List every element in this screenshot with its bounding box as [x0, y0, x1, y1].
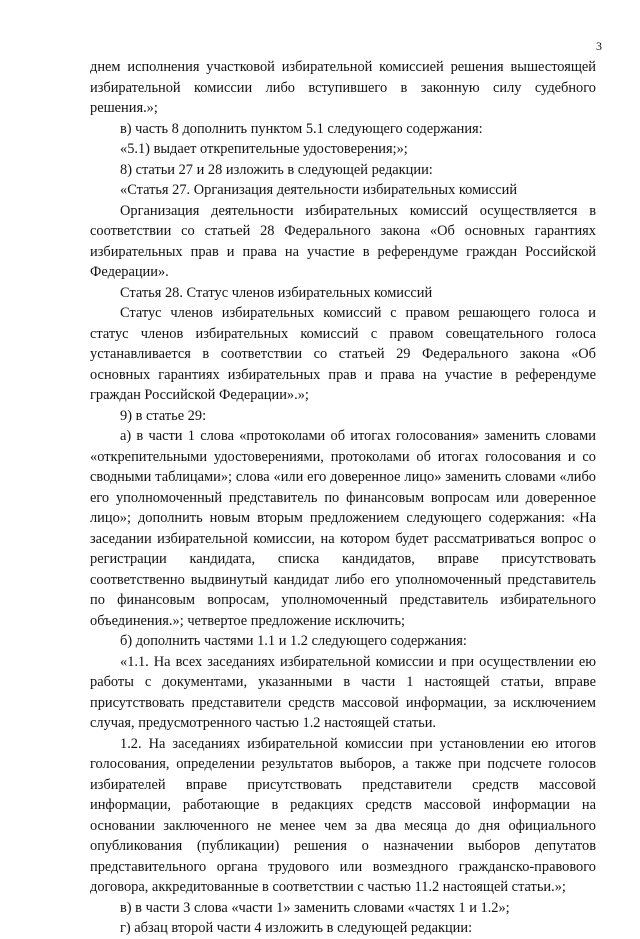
paragraph: днем исполнения участковой избирательной комиссией решения вышестоящей избирательной комиссии либо вступившего в законную силу судебного решения.»;: [90, 59, 596, 116]
paragraph: Организация деятельности избирательных комиссий осуществляется в соответствии со статьей 28 Федерального закона «Об основных гарантиях избирательных прав и права на участие в референдуме граждан Российской Федерации».: [90, 202, 596, 280]
paragraph: г) абзац второй части 4 изложить в следующей редакции:: [120, 920, 473, 936]
article-heading: Статья 28. Статус членов избирательных комиссий: [120, 284, 433, 301]
paragraph: б) дополнить частями 1.1 и 1.2 следующего содержания:: [120, 633, 467, 649]
paragraph: «5.1) выдает открепительные удостоверения;»;: [120, 141, 408, 157]
paragraph: в) в части 3 слова «части 1» заменить словами «частях 1 и 1.2»;: [120, 899, 510, 916]
paragraph: Статус членов избирательных комиссий с правом решающего голоса и статус членов избирательных комиссий с правом совещательного голоса устанавливается в соответствии со статьей 29 Федерального закона «Об основных гарантиях избирательных прав и права на участие в референдуме граждан Российской Федерации».»;: [90, 305, 596, 403]
paragraph: а) в части 1 слова «протоколами об итогах голосования» заменить словами «открепительными удостоверениями, протоколами об итогах голосования и со сводными таблицами»; слова «или его доверенное лицо» заменить словами «либо его уполномоченный представитель по финансовым вопросам или доверенное лицо»; дополнить новым вторым предложением следующего содержания: «На заседании избирательной комиссии, на котором будет рассматриваться вопрос о регистрации кандидата, списка кандидатов, вправе присутствовать соответственно выдвинутый кандидат либо его уполномоченный представитель по финансовым вопросам, уполномоченный представитель избирательного объединения.»; четвертое предложение исключить;: [90, 428, 596, 629]
paragraph: в) часть 8 дополнить пунктом 5.1 следующего содержания:: [120, 120, 483, 137]
paragraph: 1.2. На заседаниях избирательной комиссии при установлении ею итогов голосования, определении результатов выборов, а также при подсчете голосов избирателей вправе присутствовать представители средств массовой информации, работающие в редакциях средств массовой информации на основании заключенного не менее чем за два месяца до дня официального опубликования (публикации) решения о назначении выборов депутатов представительного органа трудового или возмездного гражданско-правового договора, аккредитованные в соответствии с частью 11.2 настоящей статьи.»;: [90, 735, 596, 895]
page-number: 3: [596, 39, 602, 53]
document-body: [90, 57, 596, 939]
article-heading: «Статья 27. Организация деятельности избирательных комиссий: [120, 182, 518, 198]
paragraph: 8) статьи 27 и 28 изложить в следующей редакции:: [120, 161, 433, 178]
paragraph: «1.1. На всех заседаниях избирательной комиссии и при осуществлении ею работы с документами, указанными в части 1 настоящей статьи, вправе присутствовать представители средств массовой информации, за исключением случая, предусмотренного частью 1.2 настоящей статьи.: [90, 653, 596, 731]
paragraph: 9) в статье 29:: [120, 407, 207, 424]
